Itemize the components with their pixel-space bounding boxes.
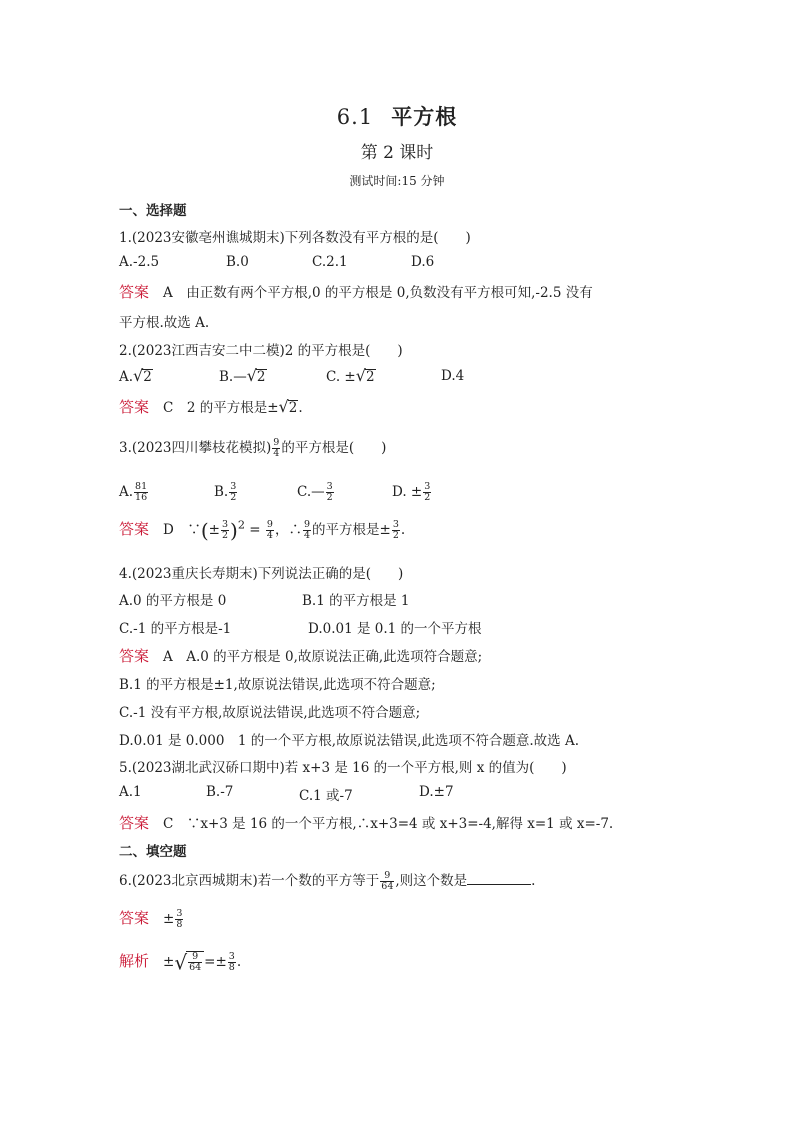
q3-answer-post: 的平方根是± (312, 522, 391, 538)
right-paren: ) (230, 518, 238, 543)
q3-option-d (392, 482, 432, 503)
q5-option-b: B.-7 (206, 784, 234, 800)
q3-option-a-label: A. (119, 484, 134, 500)
fraction (423, 482, 431, 503)
q3-answer-mid: ，∴ (274, 522, 302, 538)
q4-option-a: A.0 的平方根是 0 (119, 593, 227, 609)
denominator: 2 (221, 530, 229, 541)
q3-answer-pre: D ∵ (163, 522, 201, 538)
numerator: 3 (221, 519, 229, 530)
answer-label: 答案 (119, 283, 150, 301)
period: . (400, 522, 406, 538)
q1-option-a: A.-2.5 (119, 254, 160, 270)
radical-sign: √ (133, 366, 144, 385)
fraction (229, 482, 237, 503)
answer-label: 答案 (119, 909, 150, 927)
denominator: 2 (230, 492, 237, 503)
denominator: 2 (392, 530, 399, 541)
q5-option-c: C.1 或-7 (299, 788, 353, 804)
numerator: 3 (228, 951, 235, 962)
fraction (303, 520, 311, 541)
q2-option-c-label: C. ± (326, 369, 356, 385)
radicand: 2 (365, 369, 375, 385)
period: . (298, 400, 303, 416)
q4-option-b: B.1 的平方根是 1 (302, 593, 410, 609)
analysis-label: 解析 (119, 952, 150, 970)
numerator: 81 (135, 481, 148, 492)
q1-option-c: C.2.1 (312, 254, 348, 270)
lesson-subtitle: 第 2 课时 (360, 143, 434, 163)
answer-label: 答案 (119, 398, 150, 416)
q2-option-a-label: A. (119, 369, 134, 385)
denominator: 8 (176, 919, 183, 930)
section-heading-fill: 二、填空题 (119, 844, 187, 860)
q4-option-d: D.0.01 是 0.1 的一个平方根 (308, 621, 482, 637)
q3-option-b (214, 482, 238, 503)
radical-sign: √ (174, 950, 188, 975)
q3-option-c-label: C.— (297, 484, 325, 500)
exponent: 2 (237, 518, 245, 532)
question-6-stem (119, 869, 535, 892)
equals: = (245, 522, 265, 538)
denominator: 4 (273, 448, 280, 459)
denominator: 2 (326, 492, 333, 503)
q5-option-d: D.±7 (419, 784, 454, 800)
q3-option-c (297, 482, 335, 503)
answer-label: 答案 (119, 647, 150, 665)
denominator: 64 (189, 962, 202, 973)
q1-answer (119, 281, 593, 302)
q3-option-a (119, 482, 149, 503)
test-time: 测试时间:15 分钟 (349, 174, 445, 188)
q3-answer (119, 518, 405, 543)
question-3-stem (119, 436, 386, 459)
q4-answer (119, 645, 482, 666)
fraction (266, 520, 274, 541)
fraction (175, 909, 183, 930)
question-1-stem: 1.(2023安徽亳州谯城期末)下列各数没有平方根的是( ) (119, 230, 471, 246)
fraction (188, 952, 202, 973)
numerator: 3 (326, 481, 333, 492)
q6-analysis (119, 950, 241, 975)
q1-answer-cont: 平方根.故选 A. (119, 315, 210, 331)
numerator: 9 (273, 437, 280, 448)
period: . (531, 873, 536, 889)
radical-sign: √ (355, 366, 366, 385)
q2-option-b (219, 366, 267, 385)
q4-answer-line2: B.1 的平方根是±1,故原说法错误,此选项不符合题意; (119, 677, 436, 693)
section-number: 6.1 (336, 105, 374, 129)
question-2-stem: 2.(2023江西吉安二中二模)2 的平方根是( ) (119, 343, 403, 359)
q2-answer-text: C 2 的平方根是± (163, 400, 279, 416)
q5-answer-text: C ∵x+3 是 16 的一个平方根,∴x+3=4 或 x+3=-4,解得 x=1 或 x=-7. (163, 816, 614, 832)
q4-answer-line3: C.-1 没有平方根,故原说法错误,此选项不符合题意; (119, 705, 421, 721)
q5-option-a: A.1 (119, 784, 142, 800)
numerator: 3 (176, 908, 183, 919)
fraction (228, 952, 236, 973)
answer-label: 答案 (119, 814, 150, 832)
fraction (326, 482, 334, 503)
numerator: 3 (392, 519, 399, 530)
q3-option-d-label: D. ± (392, 484, 423, 500)
radicand: 2 (288, 400, 298, 416)
plus-minus: ± (208, 522, 220, 538)
q6-analysis-eq: =± (204, 954, 227, 970)
plus-minus: ± (163, 911, 175, 927)
q6-stem-pre: 6.(2023北京西城期末)若一个数的平方等于 (119, 873, 380, 889)
period: . (236, 954, 242, 970)
fraction (392, 520, 400, 541)
answer-label: 答案 (119, 520, 150, 538)
q2-option-d: D.4 (441, 368, 465, 384)
q4-answer-line4: D.0.01 是 0.000 1 的一个平方根,故原说法错误,此选项不符合题意.故选 A. (119, 733, 580, 749)
fraction (380, 871, 394, 892)
numerator: 3 (230, 481, 237, 492)
numerator: 9 (380, 871, 394, 882)
q5-answer (119, 812, 613, 833)
q1-option-d: D.6 (411, 254, 435, 270)
left-paren: ( (200, 518, 209, 543)
q2-option-a (119, 366, 153, 385)
denominator: 64 (381, 881, 394, 892)
q6-stem-post: ,则这个数是 (395, 873, 468, 889)
radicand (186, 951, 204, 973)
q1-option-b: B.0 (226, 254, 249, 270)
denominator: 4 (266, 530, 273, 541)
q6-answer (119, 907, 184, 930)
denominator: 8 (228, 962, 235, 973)
numerator: 9 (188, 952, 202, 963)
q2-answer (119, 396, 303, 417)
denominator: 4 (303, 530, 310, 541)
answer-blank (467, 872, 531, 885)
section-title: 平方根 (391, 104, 458, 129)
question-4-stem: 4.(2023重庆长寿期末)下列说法正确的是( ) (119, 566, 404, 582)
denominator: 16 (135, 492, 148, 503)
q4-option-c: C.-1 的平方根是-1 (119, 621, 232, 637)
numerator: 3 (424, 481, 431, 492)
q2-option-b-label: B.— (219, 369, 247, 385)
numerator: 9 (266, 519, 273, 530)
fraction (272, 438, 280, 459)
section-heading-choice: 一、选择题 (119, 203, 187, 219)
numerator: 9 (303, 519, 310, 530)
q3-stem-pre: 3.(2023四川攀枝花模拟) (119, 440, 272, 456)
radical-sign: √ (278, 397, 289, 416)
denominator: 2 (424, 492, 431, 503)
plus-minus: ± (163, 954, 175, 970)
radicand: 2 (143, 369, 152, 385)
fraction (134, 482, 148, 503)
q2-option-c (326, 366, 376, 385)
page-title (0, 101, 794, 131)
q3-stem-post: 的平方根是( ) (281, 440, 387, 456)
q4-answer-text: A A.0 的平方根是 0,故原说法正确,此选项符合题意; (163, 649, 483, 665)
radical-sign: √ (246, 366, 257, 385)
fraction (221, 520, 229, 541)
q3-option-b-label: B. (214, 484, 229, 500)
q1-answer-text: A 由正数有两个平方根,0 的平方根是 0,负数没有平方根可知,-2.5 没有 (163, 285, 593, 301)
question-5-stem: 5.(2023湖北武汉硚口期中)若 x+3 是 16 的一个平方根,则 x 的值为( ) (119, 760, 567, 776)
radicand: 2 (256, 369, 266, 385)
